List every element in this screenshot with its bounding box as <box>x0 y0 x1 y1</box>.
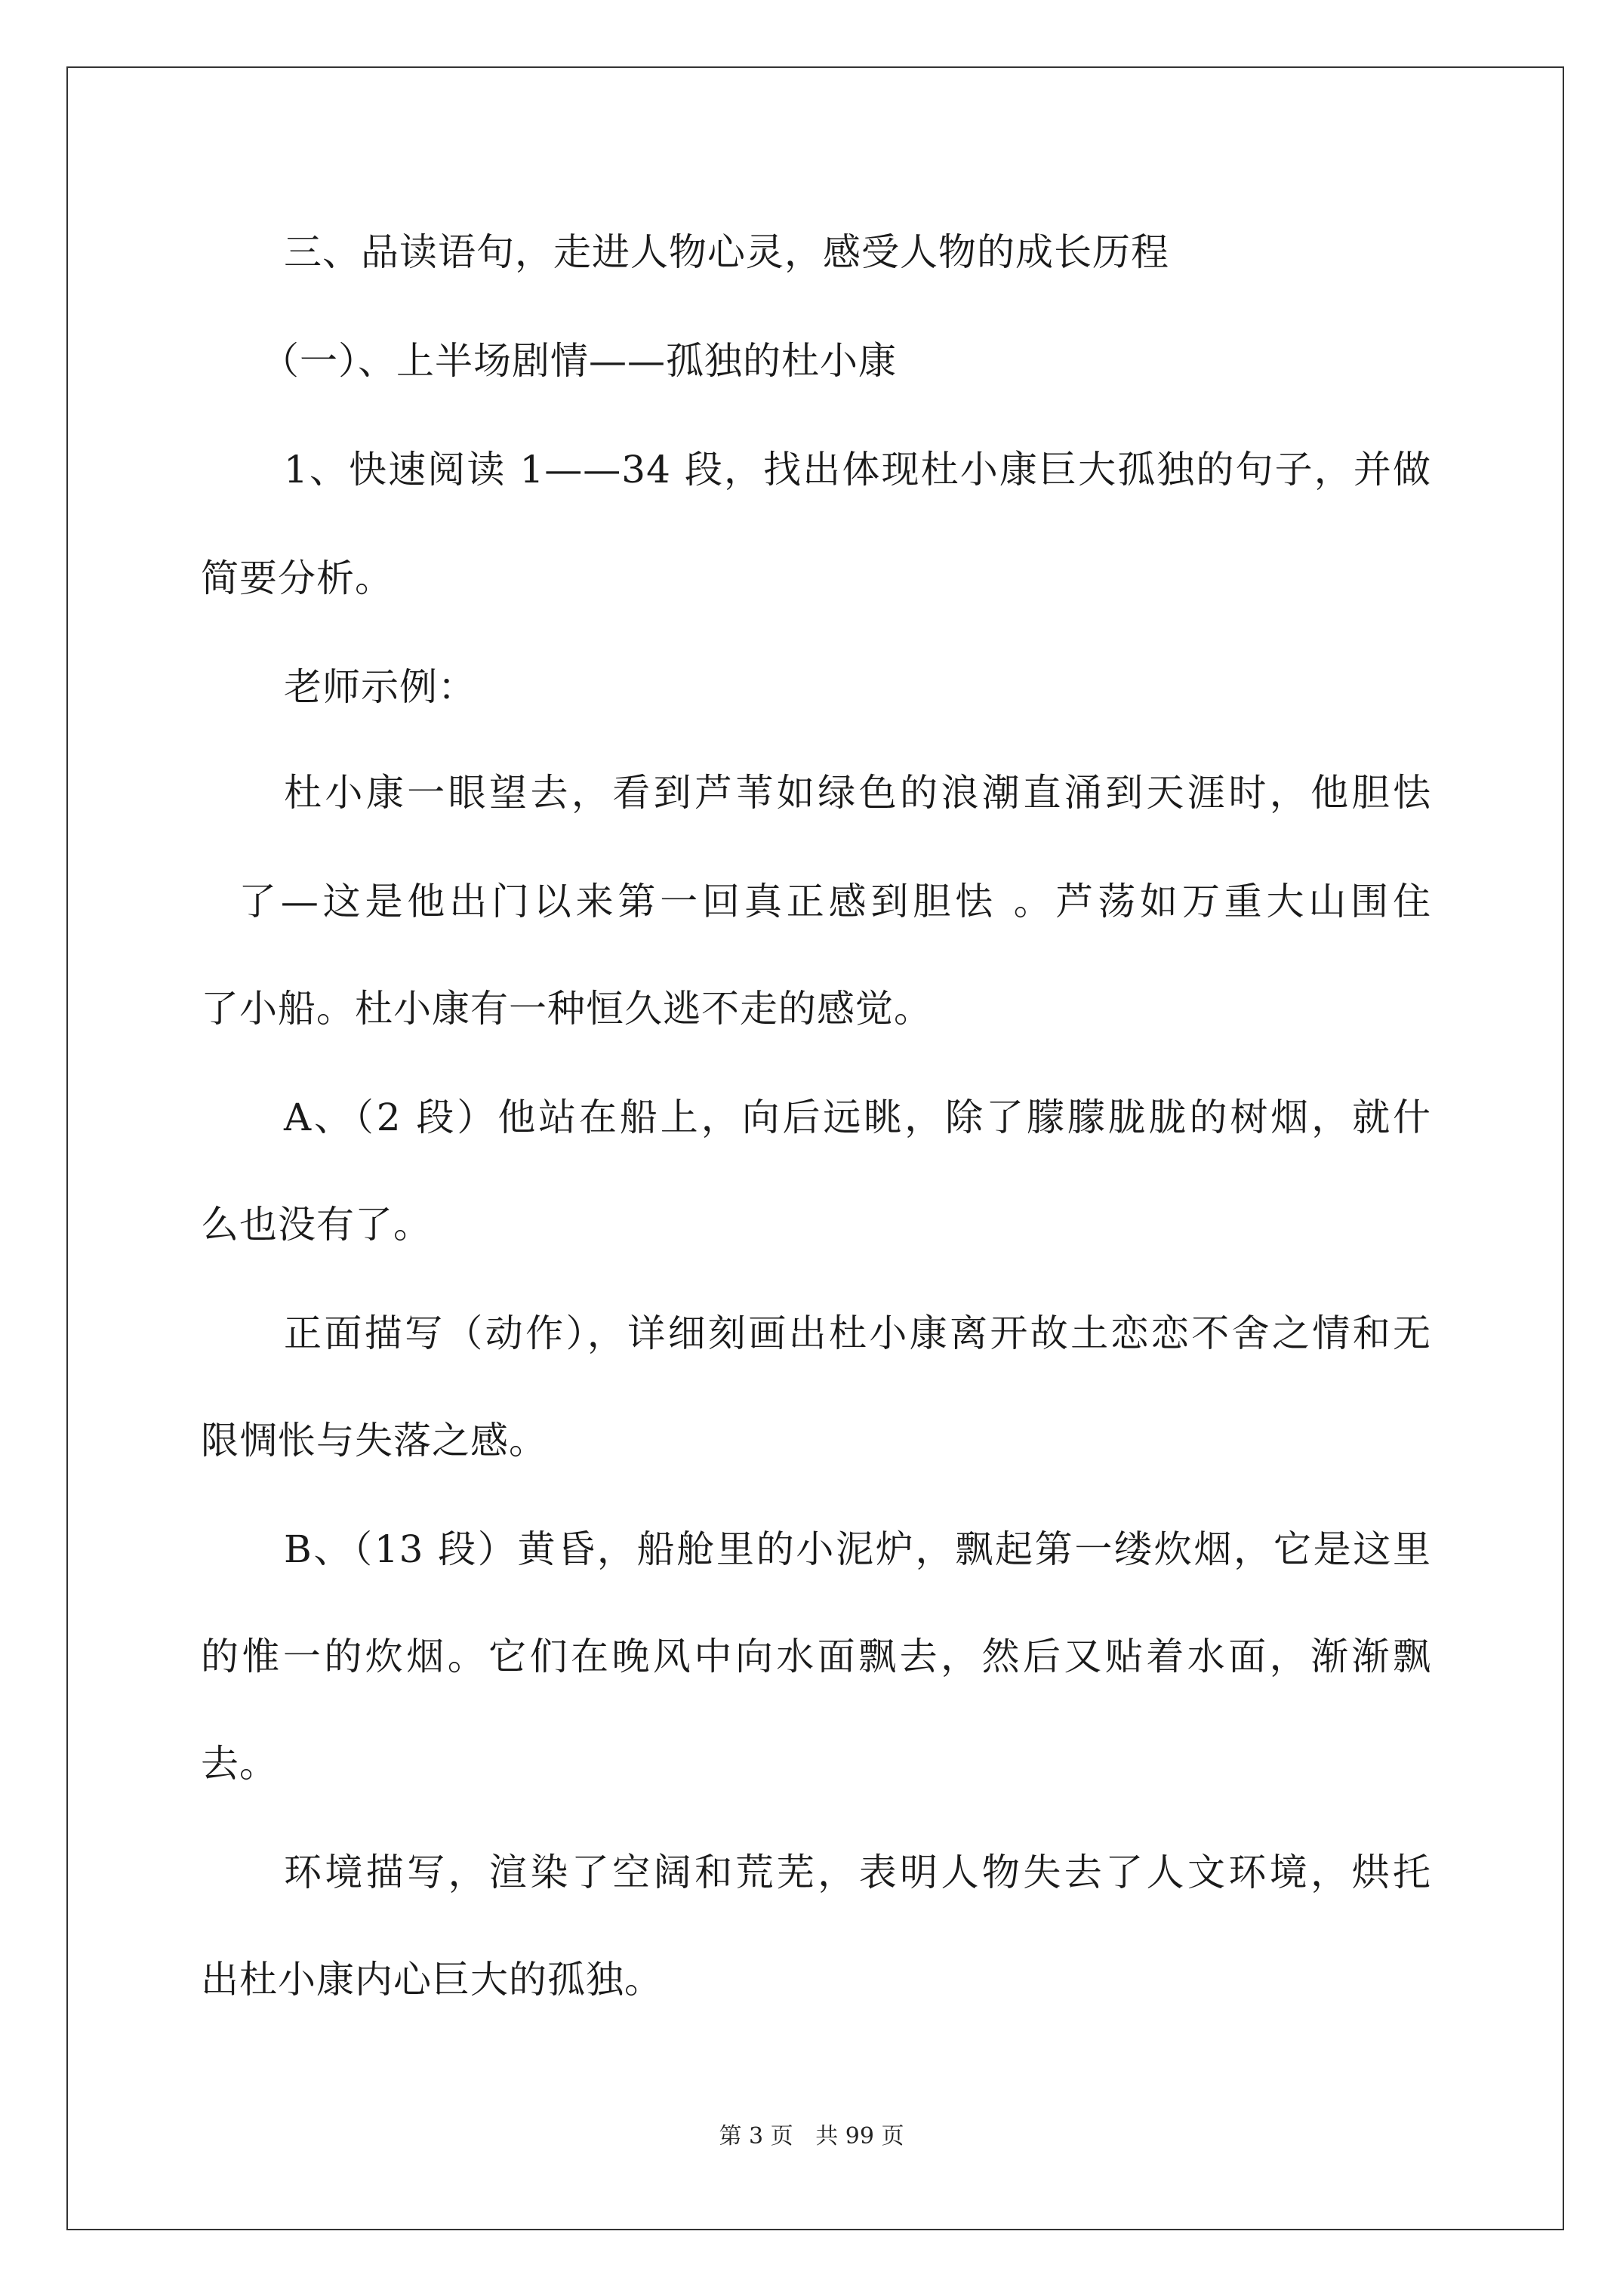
paragraph-line: 杜小康一眼望去，看到芦苇如绿色的浪潮直涌到天涯时，他胆怯 <box>284 771 1431 815</box>
page-border <box>66 66 1564 2230</box>
paragraph-line: 出杜小康内心巨大的孤独。 <box>201 1958 663 2002</box>
subsection-heading: （一）、上半场剧情——孤独的杜小康 <box>261 339 897 383</box>
section-heading: 三、品读语句，走进人物心灵，感受人物的成长历程 <box>284 230 1169 274</box>
paragraph-line: 简要分析。 <box>201 556 393 600</box>
paragraph-line: 老师示例： <box>284 665 476 709</box>
page-footer <box>0 2123 1623 2150</box>
paragraph-line: 了小船。杜小康有一种恒久逃不走的感觉。 <box>201 987 932 1031</box>
paragraph-line: B、（13 段）黄昏，船舱里的小泥炉，飘起第一缕炊烟，它是这里 <box>284 1527 1431 1571</box>
page-number: 第 3 页 <box>719 2123 793 2150</box>
paragraph-line: 1、快速阅读 1——34 段，找出体现杜小康巨大孤独的句子，并做 <box>284 448 1431 492</box>
paragraph-line: 正面描写（动作），详细刻画出杜小康离开故土恋恋不舍之情和无 <box>284 1311 1431 1355</box>
paragraph-line: 了—这是他出门以来第一回真正感到胆怯 。芦荡如万重大山围住 <box>239 880 1431 923</box>
paragraph-line: 的惟一的炊烟。它们在晚风中向水面飘去，然后又贴着水面，渐渐飘 <box>201 1635 1431 1678</box>
paragraph-line: 限惆怅与失落之感。 <box>201 1419 547 1462</box>
paragraph-line: 环境描写，渲染了空阔和荒芜，表明人物失去了人文环境，烘托 <box>284 1851 1431 1894</box>
paragraph-line: 去。 <box>201 1742 278 1786</box>
paragraph-line: 么也没有了。 <box>201 1203 432 1247</box>
page-total: 共 99 页 <box>815 2123 904 2150</box>
paragraph-line: A、（2 段）他站在船上，向后远眺，除了朦朦胧胧的树烟，就什 <box>284 1096 1431 1139</box>
